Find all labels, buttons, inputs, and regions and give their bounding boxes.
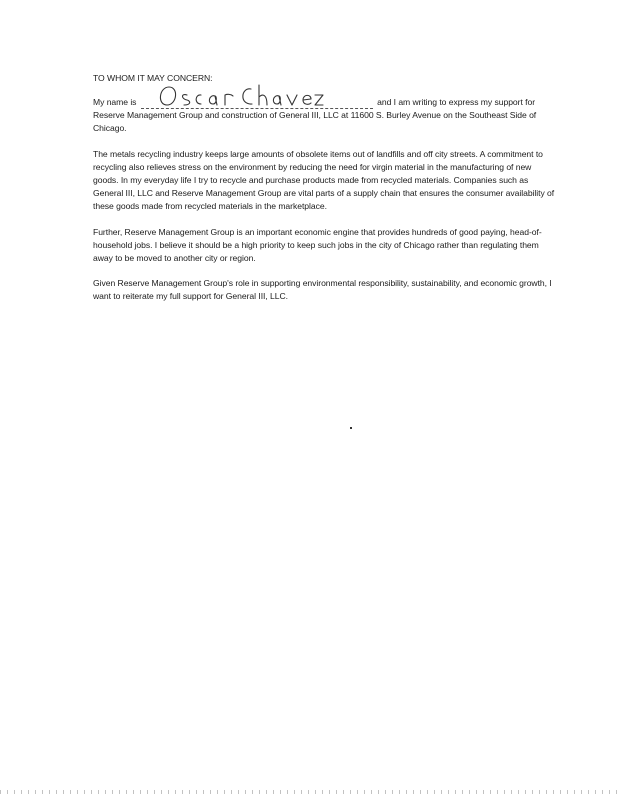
name-blank-line (141, 95, 373, 109)
recycling-paragraph: The metals recycling industry keeps large amounts of obsolete items out of landfills and off city streets. A commitment to recycling also relieves stress on the environment by reducing the need for virgin material in the manufacturing of new goods. In my everyday life I try to recycle and purchase products made from recycled materials. Companies such as General III, LLC and Reserve Management Group are vital parts of a supply chain that ensures the consumer availability of these goods made from recycled materials in the marketplace. (93, 148, 555, 212)
scan-speck (350, 427, 352, 429)
handwritten-signature-icon (155, 81, 325, 109)
closing-paragraph: Given Reserve Management Group's role in supporting environmental responsibility, sustainability, and economic growth, I want to reiterate my full support for General III, LLC. (93, 278, 552, 302)
economic-paragraph: Further, Reserve Management Group is an important economic engine that provides hundreds of good paying, head-of-household jobs. I believe it should be a high priority to keep such jobs in the city of Chicago rather than regulating them away to be moved to another city or region. (93, 226, 542, 264)
support-letter (93, 72, 555, 316)
salutation: TO WHOM IT MAY CONCERN: (93, 73, 213, 83)
scan-noise-strip (0, 790, 618, 794)
intro-after-name: and I am writing to express my support for Reserve Management Group and construction of General III, LLC at 11600 S. Burley Avenue on the Southeast Side of Chicago. (93, 97, 537, 134)
intro-paragraph (93, 95, 555, 135)
intro-before-name: My name is (93, 97, 137, 107)
